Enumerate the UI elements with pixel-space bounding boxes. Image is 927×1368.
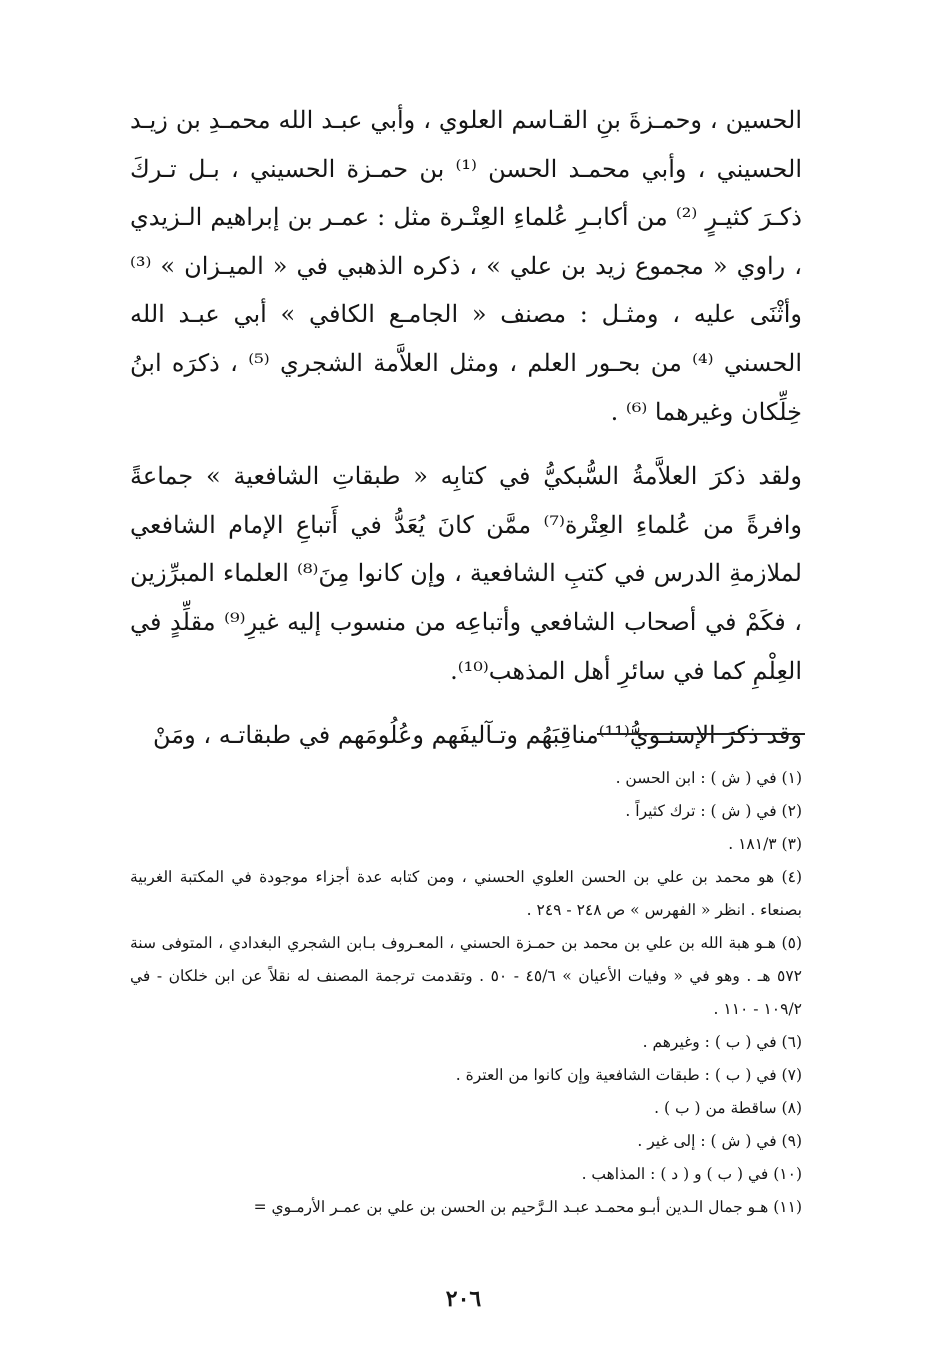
footnote-3: (٣) ١٨١/٣ .: [728, 835, 802, 853]
footnote-5: (٥) هـو هبة الله بن علي بن محمد بن حمـزة الحسني ، المعـروف بـابن الشجري البغدادي ، المتوفى سنة ٥٧٢ هـ . وهو في « وفيات الأعيان » ٤٥/٦ - ٥٠ . وتقدمت ترجمة المصنف له نقلاً عن ابن خلكان - في ١٠٩/٢ - ١١٠ .: [130, 934, 802, 1018]
paragraph-3: وقد ذكرَ الإسنـويُّ⁽¹¹⁾مناقِبَهُم وتـآليفَهم وعُلُومَهم في طبقاتـه ، ومَنْ: [153, 721, 802, 750]
footnote-2: (٢) في ( ش ) : ترك كثيراً .: [625, 802, 802, 820]
footnote-6: (٦) في ( ب ) : وغيرهم .: [642, 1033, 802, 1051]
footnote-11: (١١) هـو جمال الـدين أبـو محمـد عبـد الـرَّحيم بن الحسن بن علي بن عمـر الأرمـوي =: [253, 1198, 802, 1216]
paragraph-1: الحسين ، وحمـزةَ بنِ القـاسم العلوي ، وأبي عبـد الله محمـدِ بن زيـد الحسيني ، وأبي محمـد الحسن ⁽¹⁾ بن حمـزة الحسيني ، بـل تـركَ ذكـرَ كثيـرٍ ⁽²⁾ من أكابـرِ عُلماءِ العِتْـرة مثل : عمـر بن إبراهيم الـزيدي ، راوي « مجموع زيد بن علي » ، ذكره الذهبي في « الميـزان » ⁽³⁾ وأثْنَى عليه ، ومثـل : مصنف « الجامـع الكافي » أبي عبـد الله الحسني ⁽⁴⁾ من بحـور العلم ، ومثل العلاَّمة الشجري ⁽⁵⁾ ، ذكرَه ابنُ خِلِّكان وغيرهما ⁽⁶⁾ .: [130, 106, 803, 426]
footnote-9: (٩) في ( ش ) : إلى غير .: [637, 1132, 802, 1150]
footnotes-list: [130, 762, 802, 1224]
footnote-7: (٧) في ( ب ) : طبقات الشافعية وإن كانوا من العترة .: [455, 1066, 802, 1084]
footnote-8: (٨) ساقطة من ( ب ) .: [654, 1099, 802, 1117]
paragraph-2: ولقد ذكرَ العلاَّمةُ السُّبكيُّ في كتابِه « طبقاتِ الشافعية » جماعةً وافرةً من عُلماءِ العِتْرة⁽⁷⁾ ممَّن كانَ يُعَدُّ في أَتباعِ الإمام الشافعي لملازمةِ الدرس في كتبِ الشافعية ، وإن كانوا مِنَ⁽⁸⁾ العلماء المبرِّزين ، فكَمْ في أصحاب الشافعي وأتباعِه من منسوب إليه غيرِ⁽⁹⁾ مقلِّدٍ في العِلْمِ كما في سائرِ أهل المذهب⁽¹⁰⁾.: [130, 462, 803, 685]
footnote-4: (٤) هو محمد بن علي بن الحسن العلوي الحسني ، ومن كتابه عدة أجزاء موجودة في المكتبة الغربية بصنعاء . انظر « الفهرس » ص ٢٤٨ - ٢٤٩ .: [130, 868, 802, 919]
footnote-1: (١) في ( ش ) : ابن الحسن .: [615, 769, 802, 787]
page-number: ٢٠٦: [445, 1286, 482, 1312]
footnote-10: (١٠) في ( ب ) و ( د ) : المذاهب .: [581, 1165, 802, 1183]
main-text: [130, 96, 802, 760]
footnote-separator: [597, 733, 805, 735]
